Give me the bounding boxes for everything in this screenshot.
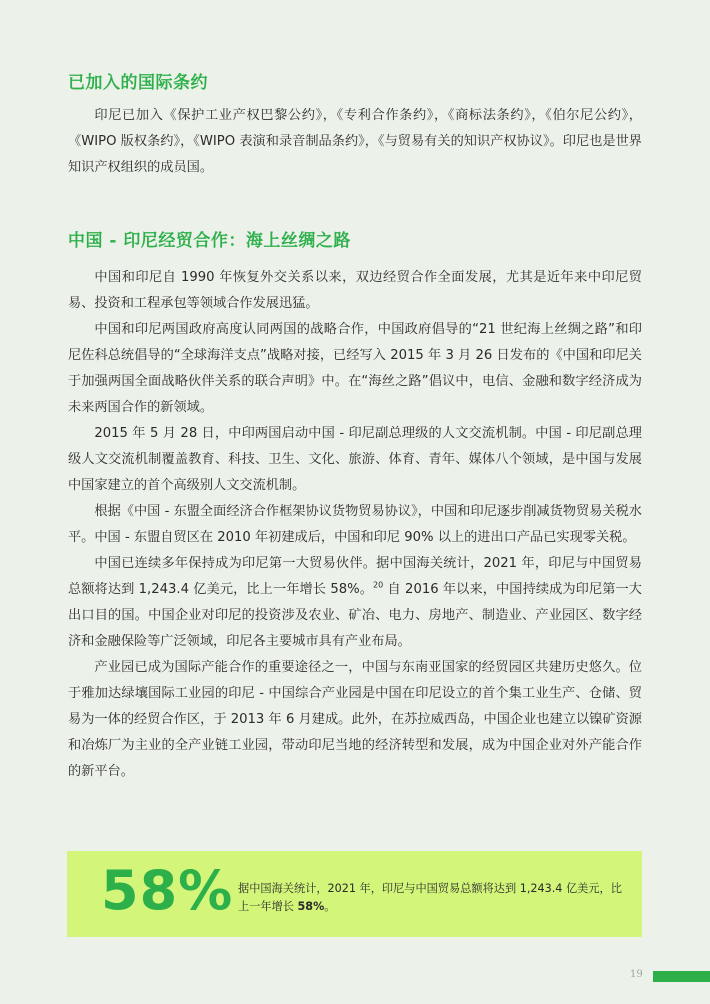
- page-number: 19: [630, 969, 643, 980]
- paragraph-5-part-b: 自 2016 年以来，中国持续成为印尼第一大出口目的国。中国企业对印尼的投资涉及农业、矿冶、电力、房地产、制造业、产业园区、数字经济和金融保险等广泛领域，印尼各主要城市具有产业布局。: [68, 582, 642, 649]
- paragraph-3: 2015 年 5 月 28 日，中印两国启动中国 - 印尼副总理级的人文交流机制。中国 - 印尼副总理级人文交流机制覆盖教育、科技、卫生、文化、旅游、体育、青年、媒体八个领域，是中国与发展中国家建立的首个高级别人文交流机制。: [68, 426, 642, 493]
- callout-text-after: 。: [324, 900, 336, 913]
- callout-text-before: 据中国海关统计，2021 年，印尼与中国贸易总额将达到 1,243.4 亿美元，比上一年增长: [238, 882, 622, 913]
- paragraph-5: [68, 551, 642, 655]
- stat-callout-box: [67, 851, 642, 937]
- paragraph-5-part-a: 中国已连续多年保持成为印尼第一大贸易伙伴。据中国海关统计，2021 年，印尼与中国贸易总额将达到 1,243.4 亿美元，比上一年增长 58%。: [68, 556, 642, 597]
- footnote-marker: 20: [373, 580, 384, 590]
- paragraph-1: 中国和印尼自 1990 年恢复外交关系以来，双边经贸合作全面发展，尤其是近年来中印尼贸易、投资和工程承包等领域合作发展迅猛。: [68, 270, 642, 311]
- page-number-bar: [653, 971, 710, 982]
- paragraph-6: 产业园已成为国际产能合作的重要途径之一，中国与东南亚国家的经贸园区共建历史悠久。位于雅加达绿壤国际工业园的印尼 - 中国综合产业园是中国在印尼设立的首个集工业生产、仓储、贸易为一体的经贸合作区，于 2013 年 6 月建成。此外，在苏拉威西岛，中国企业也建立以镍矿资源和冶炼厂为主业的全产业链工业园，带动印尼当地的经济转型和发展，成为中国企业对外产能合作的新平台。: [68, 660, 642, 779]
- paragraph-2: 中国和印尼两国政府高度认同两国的战略合作，中国政府倡导的“21 世纪海上丝绸之路”和印尼佐科总统倡导的“全球海洋支点”战略对接，已经写入 2015 年 3 月 26 日发布的《中国和印尼关于加强两国全面战略伙伴关系的联合声明》中。在“海丝之路”倡议中，电信、金融和数字经济成为未来两国合作的新领域。: [68, 322, 642, 415]
- stat-big-value: 58%: [101, 859, 234, 922]
- treaties-paragraph: 印尼已加入《保护工业产权巴黎公约》，《专利合作条约》，《商标法条约》，《伯尔尼公约》，《WIPO 版权条约》，《WIPO 表演和录音制品条约》，《与贸易有关的知识产权协议》。印尼也是世界知识产权组织的成员国。: [68, 108, 642, 175]
- paragraph-4: 根据《中国 - 东盟全面经济合作框架协议货物贸易协议》，中国和印尼逐步削减货物贸易关税水平。中国 - 东盟自贸区在 2010 年初建成后，中国和印尼 90% 以上的进出口产品已实现零关税。: [68, 504, 642, 545]
- section-heading-cooperation: 中国 - 印尼经贸合作：海上丝绸之路: [68, 231, 351, 251]
- callout-text-bold: 58%: [297, 900, 325, 913]
- stat-callout-text: [238, 880, 628, 916]
- cooperation-text-block: [68, 265, 642, 785]
- section-heading-treaties: 已加入的国际条约: [68, 73, 208, 93]
- treaties-text-block: [68, 103, 642, 181]
